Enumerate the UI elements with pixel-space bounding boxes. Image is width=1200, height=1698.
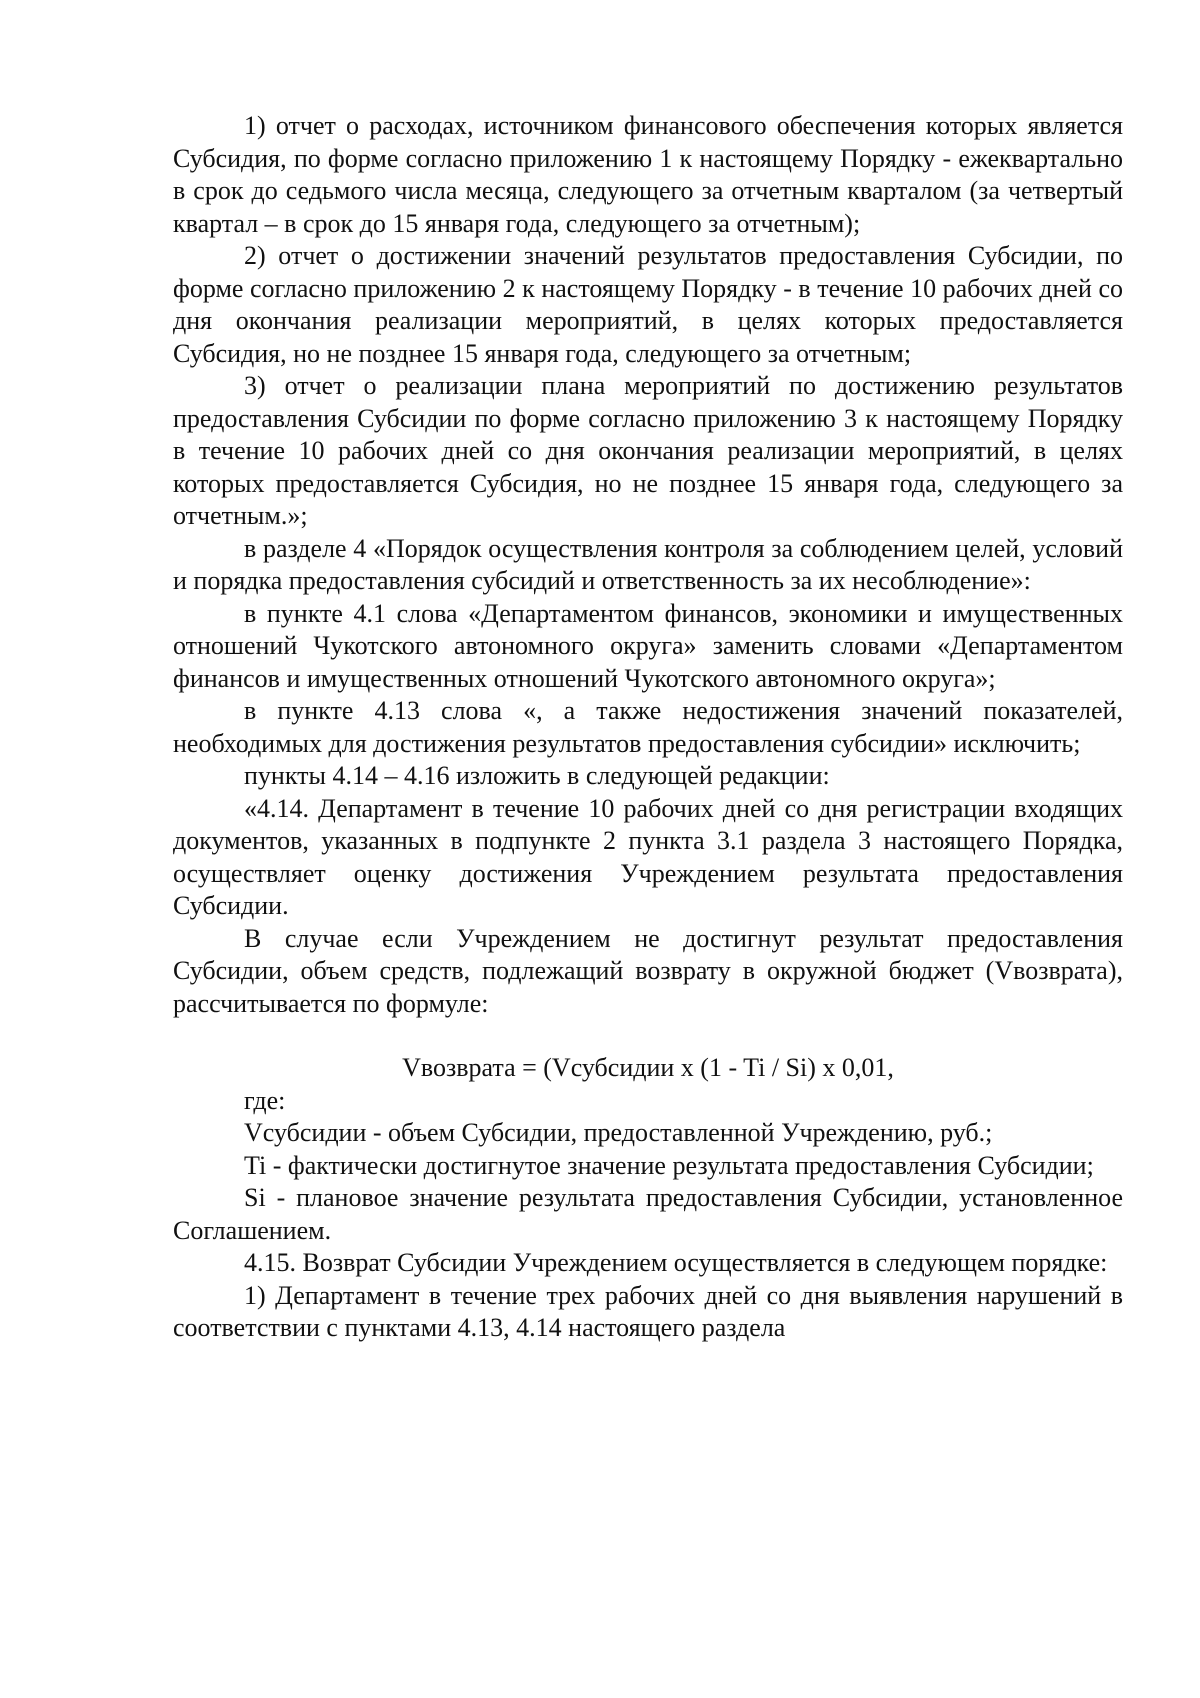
paragraph-point-4-13: в пункте 4.13 слова «, а также недостижения значений показателей, необходимых для достижения результатов предоставления субсидии» исключить; <box>173 696 1123 758</box>
paragraph-item-2-report-results: 2) отчет о достижении значений результатов предоставления Субсидии, по форме согласно приложению 2 к настоящему Порядку - в течение 10 рабочих дней со дня окончания реализации мероприятий, в целях которых предоставляется Субсидия, но не позднее 15 января года, следующего за отчетным; <box>173 241 1123 368</box>
document-page <box>173 110 1123 1345</box>
paragraph-section-4: в разделе 4 «Порядок осуществления контроля за соблюдением целей, условий и порядка предоставления субсидий и ответственность за их несоблюдение»: <box>173 533 1123 595</box>
paragraph-def-vsubsidy: Vсубсидии - объем Субсидии, предоставленной Учреждению, руб.; <box>244 1118 993 1147</box>
paragraph-item-1-report-expenses: 1) отчет о расходах, источником финансового обеспечения которых является Субсидия, по форме согласно приложению 1 к настоящему Порядку - ежеквартально в срок до седьмого числа месяца, следующего за отчетным кварталом (за четвертый квартал – в срок до 15 января года, следующего за отчетным); <box>173 111 1123 238</box>
formula: Vвозврата = (Vсубсидии x (1 - Ti / Si) x 0,01, <box>402 1053 894 1082</box>
paragraph-point-4-1: в пункте 4.1 слова «Департаментом финансов, экономики и имущественных отношений Чукотского автономного округа» заменить словами «Департаментом финансов и имущественных отношений Чукотского автономного округа»; <box>173 598 1123 693</box>
paragraph-point-4-14: «4.14. Департамент в течение 10 рабочих дней со дня регистрации входящих документов, указанных в подпункте 2 пункта 3.1 раздела 3 настоящего Порядка, осуществляет оценку достижения Учреждением результата предоставления Субсидии. <box>173 793 1123 920</box>
paragraph-points-4-14-4-16: пункты 4.14 – 4.16 изложить в следующей редакции: <box>244 761 830 790</box>
paragraph-def-ti: Ti - фактически достигнутое значение результата предоставления Субсидии; <box>244 1150 1094 1180</box>
paragraph-point-4-15-item-1: 1) Департамент в течение трех рабочих дней со дня выявления нарушений в соответствии с пунктами 4.13, 4.14 настоящего раздела <box>173 1280 1123 1342</box>
paragraph-item-3-report-plan: 3) отчет о реализации плана мероприятий по достижению результатов предоставления Субсидии по форме согласно приложению 3 к настоящему Порядку в течение 10 рабочих дней со дня окончания реализации мероприятий, в целях которых предоставляется Субсидия, но не позднее 15 января года, следующего за отчетным.»; <box>173 371 1123 530</box>
paragraph-point-4-15: 4.15. Возврат Субсидии Учреждением осуществляется в следующем порядке: <box>244 1248 1108 1277</box>
paragraph-def-si: Si - плановое значение результата предоставления Субсидии, установленное Соглашением. <box>173 1183 1123 1245</box>
paragraph-formula-intro: В случае если Учреждением не достигнут результат предоставления Субсидии, объем средств, подлежащий возврату в окружной бюджет (Vвозврата), рассчитывается по формуле: <box>173 923 1123 1018</box>
paragraph-where: где: <box>244 1085 286 1115</box>
